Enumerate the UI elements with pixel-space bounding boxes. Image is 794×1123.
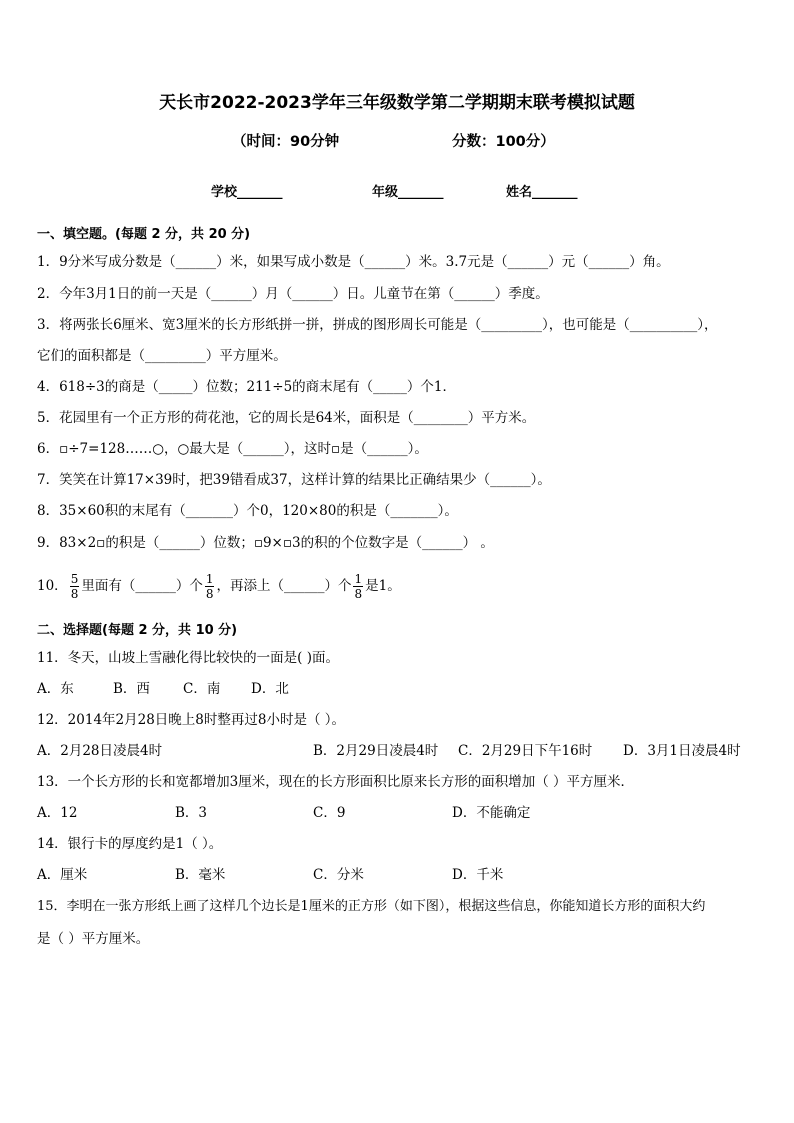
section-2-heading: 二、选择题(每题 2 分，共 10 分): [37, 623, 238, 638]
q12-option-a: A．2月28日凌晨4时: [37, 743, 163, 759]
exam-meta: [0, 130, 794, 150]
question-14: 14．银行卡的厚度约是1（ ）。: [37, 836, 223, 852]
q11-option-a: A．东: [37, 681, 74, 697]
question-12: 12．2014年2月28日晚上8时整再过8小时是（ ）。: [37, 712, 346, 728]
q12-option-d: D．3月1日凌晨4时: [623, 743, 741, 759]
question-13: 13．一个长方形的长和宽都增加3厘米，现在的长方形面积比原来长方形的面积增加（ ）平方厘米．: [37, 774, 635, 790]
question-5: 5．花园里有一个正方形的荷花池，它的周长是64米，面积是（________）平方米。: [37, 410, 536, 426]
q13-option-d: D．不能确定: [452, 805, 531, 821]
q14-option-c: C．分米: [313, 867, 364, 883]
fraction-numerator: 5: [70, 572, 79, 586]
fraction-1-8: [205, 572, 215, 601]
question-7: 7．笑笑在计算17×39时，把39错看成37，这样计算的结果比正确结果少（______）。: [37, 472, 551, 488]
grade-field: 年级_______: [372, 185, 444, 200]
q13-option-a: A．12: [37, 805, 78, 821]
q11-option-d: D．北: [251, 681, 289, 697]
q10-text-2: ，再添上（______）个: [216, 578, 352, 594]
question-11: 11．冬天，山坡上雪融化得比较快的一面是( )面。: [37, 650, 340, 666]
q13-option-b: B．3: [175, 805, 208, 821]
total-score: 分数：100分）: [452, 134, 555, 150]
name-field: 姓名_______: [506, 185, 578, 200]
q13-option-c: C．9: [313, 805, 346, 821]
q12-option-b: B．2月29日凌晨4时: [313, 743, 439, 759]
question-1: 1．9分米写成分数是（______）米，如果写成小数是（______）米。3.7元是（______）元（______）角。: [37, 254, 670, 270]
question-15-line-2: 是（ ）平方厘米。: [37, 931, 150, 947]
question-10: [37, 567, 401, 605]
exam-title: 天长市2022-2023学年三年级数学第二学期期末联考模拟试题: [159, 93, 635, 113]
question-3-line-1: 3．将两张长6厘米、宽3厘米的长方形纸拼一拼，拼成的图形周长可能是（_________），也可能是（__________），: [37, 317, 718, 333]
question-9: 9．83×2▫的积是（______）位数；▫9×▫3的积的个位数字是（______） 。: [37, 535, 494, 551]
question-2: 2．今年3月1日的前一天是（______）月（______）日。儿童节在第（______）季度。: [37, 286, 549, 302]
fraction-5-8: [70, 572, 80, 601]
question-3-line-2: 它们的面积都是（_________）平方厘米。: [37, 348, 287, 364]
fraction-denominator: 8: [354, 587, 363, 601]
q14-option-d: D．千米: [452, 867, 504, 883]
fraction-numerator: 1: [354, 572, 363, 586]
fraction-numerator: 1: [205, 572, 214, 586]
fraction-denominator: 8: [70, 587, 79, 601]
q14-option-a: A．厘米: [37, 867, 88, 883]
q11-option-c: C．南: [183, 681, 221, 697]
fraction-1-8: [353, 572, 363, 601]
q10-text-1: 里面有（______）个: [81, 578, 203, 594]
question-8: 8．35×60积的末尾有（_______）个0，120×80的积是（_______）。: [37, 503, 458, 519]
time-limit: （时间：90分钟: [232, 134, 340, 150]
student-info: [0, 181, 794, 201]
q11-option-b: B．西: [113, 681, 150, 697]
q14-option-b: B．毫米: [175, 867, 226, 883]
q10-text-3: 是1。: [365, 578, 401, 594]
question-6: 6．▫÷7=128……○，○最大是（______），这时▫是（______）。: [37, 441, 428, 457]
question-15-line-1: 15．李明在一张方形纸上画了这样几个边长是1厘米的正方形（如下图），根据这些信息，你能知道长方形的面积大约: [37, 899, 706, 914]
fraction-denominator: 8: [205, 587, 214, 601]
school-field: 学校_______: [211, 185, 283, 200]
q10-prefix: 10．: [37, 578, 68, 594]
section-1-heading: 一、填空题。(每题 2 分，共 20 分): [37, 227, 251, 242]
question-4: 4．618÷3的商是（_____）位数；211÷5的商末尾有（_____）个1．: [37, 379, 457, 395]
q12-option-c: C．2月29日下午16时: [458, 743, 593, 759]
